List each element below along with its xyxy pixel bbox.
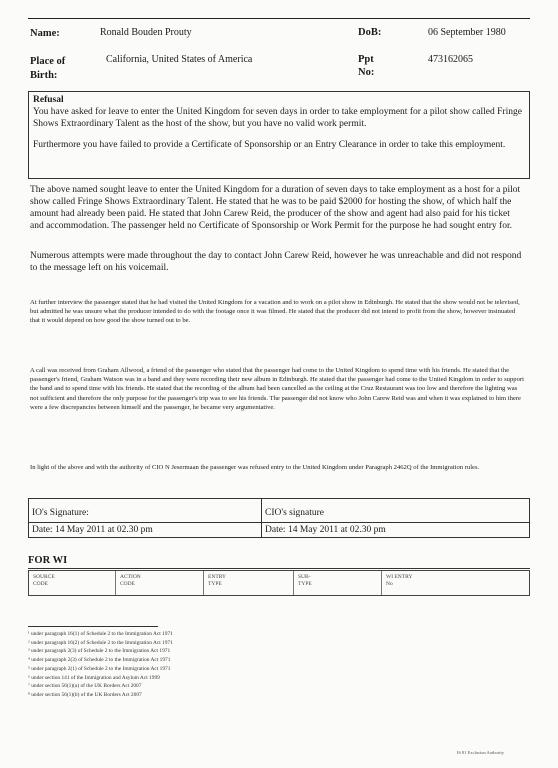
sub-type-cell (293, 571, 381, 595)
wi-entry-label-1: WI ENTRY (386, 574, 413, 580)
source-code-label-2: CODE (33, 581, 48, 587)
action-code-label-2: CODE (120, 581, 135, 587)
place-value: California, United States of America (106, 54, 253, 65)
name-label: Name: (30, 28, 60, 39)
dob-value: 06 September 1980 (428, 27, 506, 38)
wi-entry-label-2: No (386, 581, 393, 587)
ppt-label-line2: No: (358, 67, 375, 78)
footer-form-reference: IS 81 Exclusion Authority (456, 750, 504, 755)
footnote-6: ⁶ under section 141 of the Immigration and Asylum Act 1999 (28, 674, 160, 681)
io-date: Date: 14 May 2011 at 02.30 pm (32, 525, 153, 535)
body-paragraph-1: The above named sought leave to enter the United Kingdom for a duration of seven days to take employment as a host for a pilot show called Fringe Shows Extraordinary Talent. He stated that he was to be paid $2000 for hosting the show, of which half the amount had already been paid. He stated that John Carew Reid, the producer of the show and agent had also paid for his ticket and accommodation. The passenger held no Certificate of Sponsorship or Work Permit for the purpose he had sought entry for. (30, 185, 521, 231)
entry-type-label-1: ENTRY (208, 574, 227, 580)
footnote-5: ⁵ under paragraph 2(1) of Schedule 2 to the Immigration Act 1971 (28, 665, 171, 672)
for-wi-code-table (28, 570, 530, 596)
top-rule (28, 18, 530, 19)
body-paragraph-3: At further interview the passenger stated that he had visited the United Kingdom for a vacation and to work on a pilot show in Edinburgh. He stated that the show would not be televised, but admitted he was unsure what the producer intended to do with the footage once it was filmed. He stated that the producer did not intend to profit from the show, however insinuated that it would depend on how good the show turned out to be. (30, 299, 520, 325)
entry-type-label-2: TYPE (208, 581, 222, 587)
cio-date-divider (262, 522, 529, 523)
action-code-cell (115, 571, 203, 595)
sub-type-label-1: SUB- (298, 574, 311, 580)
io-signature-cell (29, 499, 261, 537)
body-paragraph-4: A call was received from Graham Allwood, a friend of the passenger who stated that the passenger had come to the United Kingdom to spend time with his friends. He stated that the passenger's friend, Graham Watson was in a band and they were recording their new album in Edinburgh. He stated that the passenger had come to the United Kingdom in order to support the band and to spend time with his friends. He stated that the recording of the album had been cancelled as the ceiling at the Cruz Restaurant was too low and therefore the lighting was not sufficient and therefore the only purpose for the passenger's trip was to see his friends. The passenger did not know who John Carew Reid was and when it was explained to him there were a few discrepancies between himself and the passenger, he became very argumentative. (30, 367, 524, 411)
footnote-3: ³ under paragraph 2(3) of Schedule 2 to the Immigration Act 1971 (28, 648, 171, 655)
place-label-line2: Birth: (30, 70, 58, 81)
io-signature-label: IO's Signature: (32, 508, 89, 518)
footnote-1: ¹ under paragraph 16(1) of Schedule 2 to the Immigration Act 1971 (28, 631, 173, 637)
refusal-title: Refusal (33, 95, 64, 105)
for-wi-rule (28, 568, 530, 569)
cio-signature-cell (261, 499, 529, 537)
wi-entry-no-cell (381, 571, 529, 595)
signature-box (28, 498, 530, 538)
ppt-label-line1: Ppt (358, 54, 374, 65)
footnote-7: ⁷ under section 56(1)(a) of the UK Borders Act 2007 (28, 683, 142, 690)
sub-type-label-2: TYPE (298, 581, 312, 587)
cio-date: Date: 14 May 2011 at 02.30 pm (265, 525, 386, 535)
footnote-rule (28, 626, 158, 627)
for-wi-title: FOR WI (28, 555, 68, 566)
refusal-paragraph-1: You have asked for leave to enter the United Kingdom for seven days in order to take employment for a pilot show called Fringe Shows Extraordinary Talent as the host of the show, but you have no valid work permit. (33, 107, 522, 129)
footnote-2: ² under paragraph 16(2) of Schedule 2 to the Immigration Act 1971 (28, 639, 173, 646)
refusal-box (28, 91, 530, 179)
cio-signature-label: CIO's signature (265, 508, 324, 518)
name-value: Ronald Bouden Prouty (100, 27, 192, 38)
dob-label: DoB: (358, 27, 382, 38)
footnotes (28, 630, 173, 700)
action-code-label-1: ACTION (120, 574, 141, 580)
io-date-divider (29, 522, 261, 523)
footnote-4: ⁴ under paragraph 2(3) of Schedule 2 to the Immigration Act 1971 (28, 657, 171, 664)
footnote-8: ⁸ under section 56(1)(b) of the UK Borders Act 2007 (28, 691, 142, 698)
body-paragraph-2: Numerous attempts were made throughout the day to contact John Carew Reid, however he was unreachable and did not respond to the message left on his voicemail. (30, 251, 522, 273)
source-code-cell (29, 571, 115, 595)
ppt-value: 473162065 (428, 54, 473, 65)
entry-type-cell (203, 571, 293, 595)
refusal-paragraph-2: Furthermore you have failed to provide a Certificate of Sponsorship or an Entry Clearance in order to take this employment. (33, 140, 506, 150)
source-code-label-1: SOURCE (33, 574, 55, 580)
body-paragraph-5: In light of the above and with the authority of CIO N Jesermaan the passenger was refused entry to the United Kingdom under Paragraph 2462Q of the Immigration rules. (30, 464, 480, 471)
place-label-line1: Place of (30, 56, 66, 67)
